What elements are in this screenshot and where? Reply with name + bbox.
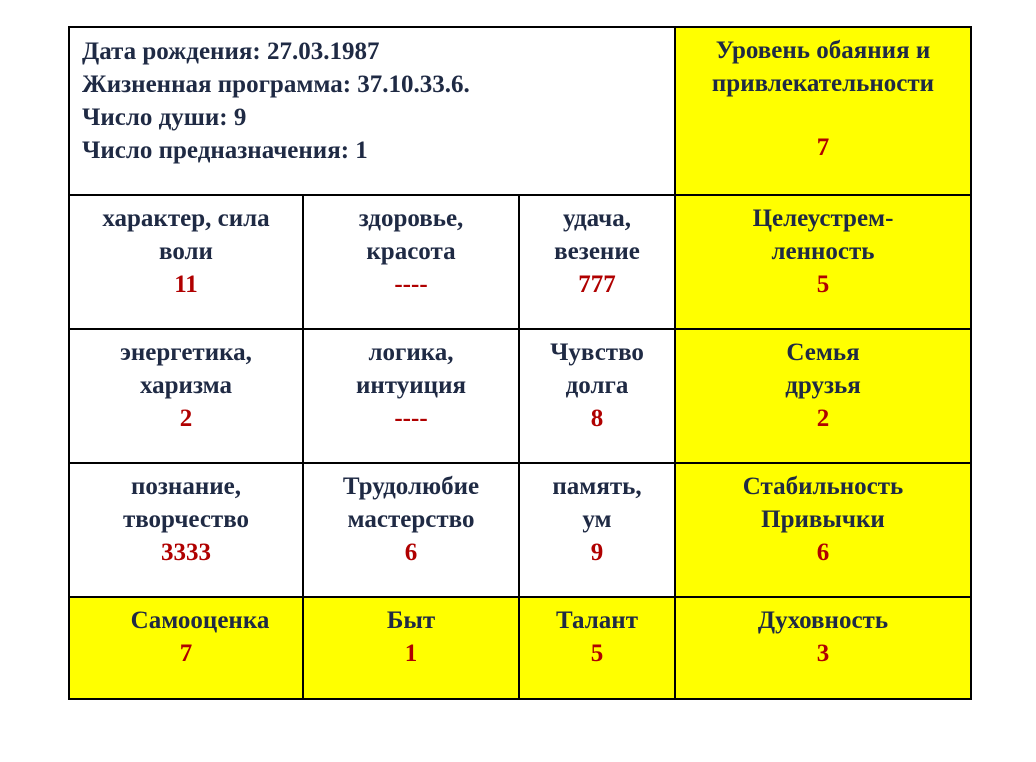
cell-label: Быт	[386, 607, 436, 634]
cell-energy	[70, 330, 304, 464]
cell-value: 9	[590, 539, 604, 566]
cell-label: Талант	[556, 607, 638, 634]
birth-date-text: Дата рождения: 27.03.1987	[82, 38, 380, 65]
cell-value: ----	[394, 271, 428, 298]
cell-value: 11	[174, 271, 198, 298]
cell-label: Чувство долга	[550, 339, 644, 399]
info-cell	[70, 28, 676, 196]
cell-knowledge	[70, 464, 304, 598]
cell-logic	[304, 330, 520, 464]
cell-duty	[520, 330, 676, 464]
cell-family	[676, 330, 972, 464]
destiny-number-text: Число предназначения: 1	[82, 137, 368, 164]
cell-label: Стабильность Привычки	[742, 473, 904, 533]
cell-value: 8	[590, 405, 604, 432]
cell-value: 7	[179, 640, 193, 667]
cell-label: познание, творчество	[122, 473, 250, 533]
cell-diligence	[304, 464, 520, 598]
soul-number-text: Число души: 9	[82, 104, 247, 131]
cell-self-esteem	[70, 598, 304, 700]
cell-luck	[520, 196, 676, 330]
cell-stability	[676, 464, 972, 598]
cell-label: Духовность	[757, 607, 889, 634]
cell-label: Трудолюбие мастерство	[342, 473, 480, 533]
cell-health	[304, 196, 520, 330]
cell-label: Целеустрем- ленность	[752, 205, 894, 265]
cell-household	[304, 598, 520, 700]
cell-value: 3	[816, 640, 830, 667]
charm-value: 7	[816, 134, 830, 161]
cell-label: здоровье, красота	[358, 205, 464, 265]
charm-label: Уровень обаяния и привлекательности	[711, 37, 935, 97]
cell-value: 2	[179, 405, 193, 432]
numerology-table	[68, 26, 972, 700]
cell-label: энергетика, харизма	[120, 339, 252, 399]
cell-label: характер, сила воли	[102, 205, 270, 265]
cell-memory	[520, 464, 676, 598]
cell-label: память, ум	[552, 473, 642, 533]
cell-value: 6	[816, 539, 830, 566]
cell-character	[70, 196, 304, 330]
cell-value: 1	[404, 640, 418, 667]
cell-value: 5	[816, 271, 830, 298]
cell-value: 6	[404, 539, 418, 566]
cell-spirituality	[676, 598, 972, 700]
cell-value: 3333	[161, 539, 211, 566]
cell-value: 2	[816, 405, 830, 432]
cell-value: 777	[578, 271, 616, 298]
cell-label: удача, везение	[554, 205, 640, 265]
cell-talent	[520, 598, 676, 700]
cell-value: 5	[590, 640, 604, 667]
cell-value: ----	[394, 405, 428, 432]
cell-label: Семья друзья	[785, 339, 861, 399]
charm-cell	[676, 28, 972, 196]
cell-label: логика, интуиция	[356, 339, 466, 399]
cell-purposefulness	[676, 196, 972, 330]
life-program-text: Жизненная программа: 37.10.33.6.	[82, 71, 470, 98]
cell-label: Самооценка	[130, 607, 270, 634]
